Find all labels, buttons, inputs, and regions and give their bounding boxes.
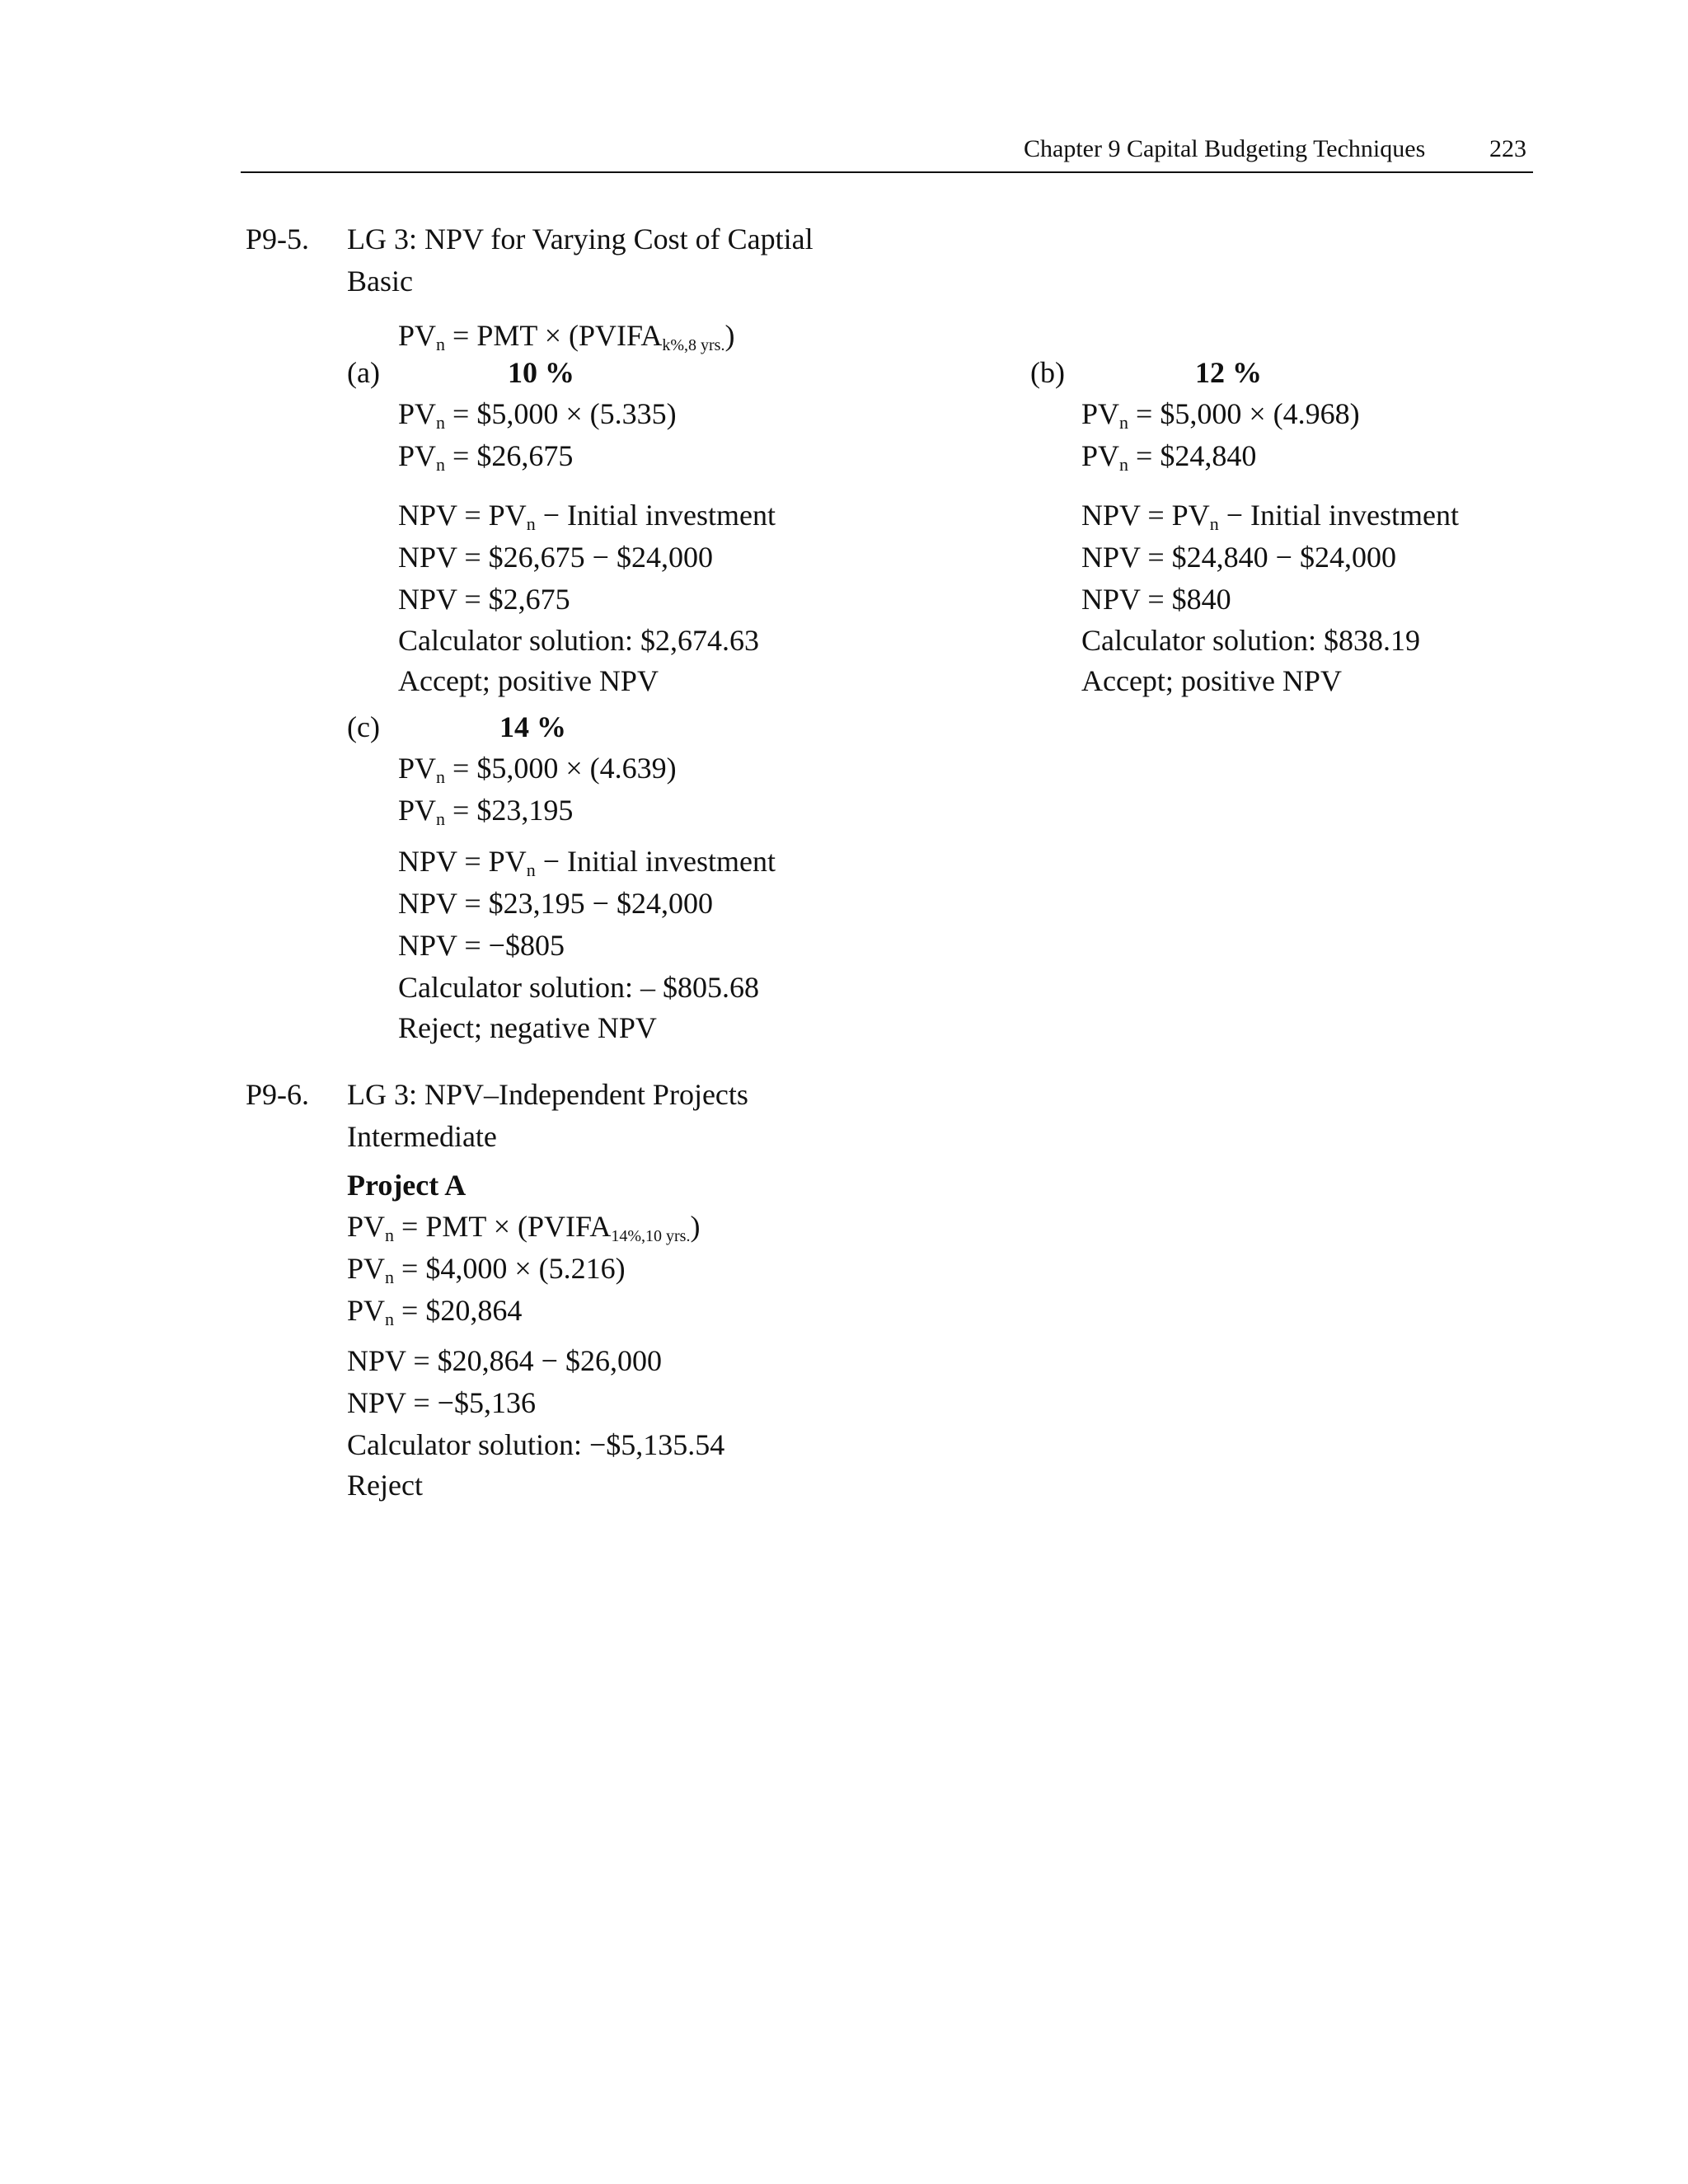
part-c-npv-result: NPV = −$805 xyxy=(398,929,565,962)
part-b-label: (b) xyxy=(1030,356,1065,389)
part-b-npv-line-2: NPV = $24,840 − $24,000 xyxy=(1081,541,1396,574)
part-b-calculator-solution: Calculator solution: $838.19 xyxy=(1081,624,1420,657)
part-b-pv-line-1: $PV_n$ = $5,000 × (4.968) xyxy=(1081,397,1360,433)
project-a-npv-line-1: NPV = $20,864 − $26,000 xyxy=(347,1344,662,1377)
part-a-label: (a) xyxy=(347,356,380,389)
part-a-pv-line-2: $PV_n$ = $26,675 xyxy=(398,439,574,475)
running-header xyxy=(241,135,1533,173)
project-a-pv-line-1: $PV_n$ = $4,000 × (5.216) xyxy=(347,1252,626,1287)
part-b-rate: 12 % xyxy=(1195,356,1262,389)
difficulty-level-p9-5: Basic xyxy=(347,265,413,298)
part-b-npv-formula: NPV = $PV_n$ − Initial investment xyxy=(1081,499,1459,534)
part-a-calculator-solution: Calculator solution: $2,674.63 xyxy=(398,624,759,657)
pv-formula-p9-6: $PV_n$ = PMT × (PVIFA14%,10 yrs.) xyxy=(347,1210,701,1245)
part-a-npv-formula: NPV = $PV_n$ − Initial investment xyxy=(398,499,776,534)
page-number: 223 xyxy=(1489,135,1526,162)
project-a-calculator-solution: Calculator solution: −$5,135.54 xyxy=(347,1428,725,1461)
part-b-npv-result: NPV = $840 xyxy=(1081,583,1231,616)
problem-title-p9-5: LG 3: NPV for Varying Cost of Captial xyxy=(347,223,814,255)
problem-number-p9-6: P9-6. xyxy=(246,1078,310,1111)
project-a-npv-result: NPV = −$5,136 xyxy=(347,1386,536,1419)
part-c-npv-line-2: NPV = $23,195 − $24,000 xyxy=(398,887,713,920)
part-a-pv-line-1: $PV_n$ = $5,000 × (5.335) xyxy=(398,397,677,433)
part-a-decision: Accept; positive NPV xyxy=(398,664,659,697)
part-a-rate: 10 % xyxy=(508,356,574,389)
part-c-label: (c) xyxy=(347,710,380,743)
project-a-heading: Project A xyxy=(347,1169,467,1202)
chapter-title: Chapter 9 Capital Budgeting Techniques xyxy=(1024,135,1426,162)
project-a-decision: Reject xyxy=(347,1469,423,1502)
part-c-rate: 14 % xyxy=(499,710,566,743)
part-c-npv-formula: NPV = $PV_n$ − Initial investment xyxy=(398,845,776,880)
part-a-npv-line-2: NPV = $26,675 − $24,000 xyxy=(398,541,713,574)
part-b-pv-line-2: $PV_n$ = $24,840 xyxy=(1081,439,1257,475)
difficulty-level-p9-6: Intermediate xyxy=(347,1120,497,1153)
problem-title-p9-6: LG 3: NPV–Independent Projects xyxy=(347,1078,748,1111)
problem-number-p9-5: P9-5. xyxy=(246,223,310,255)
part-c-pv-line-2: $PV_n$ = $23,195 xyxy=(398,794,574,829)
part-c-pv-line-1: $PV_n$ = $5,000 × (4.639) xyxy=(398,752,677,787)
part-b-decision: Accept; positive NPV xyxy=(1081,664,1342,697)
part-c-calculator-solution: Calculator solution: – $805.68 xyxy=(398,971,759,1004)
project-a-pv-line-2: $PV_n$ = $20,864 xyxy=(347,1294,523,1329)
part-a-npv-result: NPV = $2,675 xyxy=(398,583,570,616)
pv-formula-p9-5: $PV_n$ = PMT × (PVIFAk%,8 yrs.) xyxy=(398,319,735,354)
part-c-decision: Reject; negative NPV xyxy=(398,1011,657,1044)
